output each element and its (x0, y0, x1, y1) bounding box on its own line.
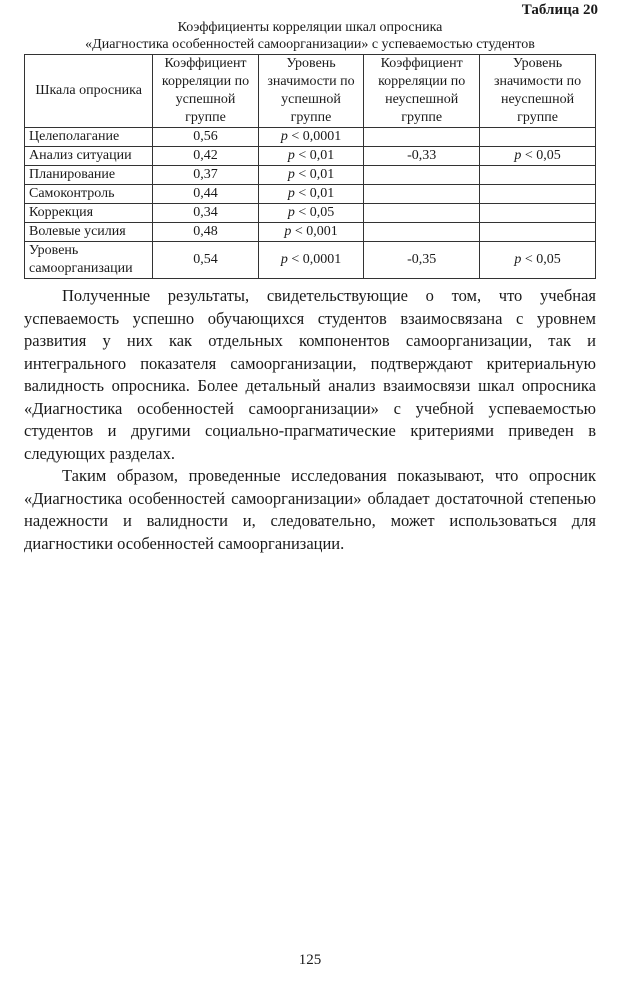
p-symbol: p (287, 148, 295, 163)
sig-value: < 0,05 (521, 252, 561, 267)
caption-line-2: «Диагностика особенностей самоорганизации» с успеваемостью студентов (85, 37, 535, 52)
table-row (25, 223, 596, 242)
cell-sig-success (258, 242, 364, 279)
p-symbol: p (280, 129, 288, 144)
sig-value: < 0,01 (294, 148, 335, 163)
sig-value: < 0,001 (291, 224, 338, 239)
cell-corr-fail (364, 204, 480, 223)
table-header-row (25, 55, 596, 128)
table-row (25, 185, 596, 204)
cell-sig-fail (480, 147, 596, 166)
header-sig-fail: Уровень значимости по неуспешной группе (480, 55, 596, 128)
cell-corr-success: 0,48 (153, 223, 259, 242)
sig-value: < 0,01 (294, 186, 335, 201)
paragraph: Полученные результаты, свидетельствующие о том, что учебная успеваемость успешно обучающихся студентов взаимосвязана с уровнем развития у них как отдельных компонентов самоорганизации, так и интегрального показателя самоорганизации, подтверждают критериальную валидность опросника. Более детальный анализ взаимосвязи шкал опросника «Диагностика особенностей самоорганизации» с учебной успеваемостью студентов и другими социально-прагматические критериями приведен в следующих разделах. (24, 286, 596, 463)
header-sig-success: Уровень значимости по успешной группе (258, 55, 364, 128)
cell-corr-fail: -0,33 (364, 147, 480, 166)
cell-scale: Самоконтроль (25, 185, 153, 204)
p-symbol: p (514, 252, 522, 267)
cell-scale: Планирование (25, 166, 153, 185)
cell-sig-fail (480, 242, 596, 279)
table-row (25, 128, 596, 147)
table-row (25, 166, 596, 185)
header-corr-fail: Коэффициент корреляции по неуспешной группе (364, 55, 480, 128)
cell-corr-success: 0,42 (153, 147, 259, 166)
caption-line-1: Коэффициенты корреляции шкал опросника (177, 20, 443, 35)
cell-scale: Волевые усилия (25, 223, 153, 242)
p-symbol: p (287, 205, 295, 220)
body-text (24, 285, 596, 555)
sig-value: < 0,0001 (287, 129, 342, 144)
cell-sig-fail (480, 128, 596, 147)
cell-sig-fail (480, 223, 596, 242)
sig-value: < 0,01 (294, 167, 335, 182)
table-row (25, 242, 596, 279)
cell-corr-fail (364, 128, 480, 147)
cell-sig-success (258, 185, 364, 204)
cell-corr-fail (364, 223, 480, 242)
header-corr-success: Коэффициент корреляции по успешной группе (153, 55, 259, 128)
p-symbol: p (514, 148, 522, 163)
table-label: Таблица 20 (521, 2, 598, 18)
cell-corr-fail: -0,35 (364, 242, 480, 279)
p-symbol: p (284, 224, 292, 239)
table-row (25, 204, 596, 223)
cell-scale: Уровень самоорганизации (25, 242, 153, 279)
cell-corr-fail (364, 166, 480, 185)
sig-value: < 0,05 (294, 205, 335, 220)
p-symbol: p (280, 252, 288, 267)
cell-corr-success: 0,56 (153, 128, 259, 147)
cell-scale: Анализ ситуации (25, 147, 153, 166)
p-symbol: p (287, 186, 295, 201)
cell-sig-success (258, 166, 364, 185)
cell-sig-success (258, 223, 364, 242)
cell-corr-fail (364, 185, 480, 204)
cell-corr-success: 0,34 (153, 204, 259, 223)
cell-scale: Целеполагание (25, 128, 153, 147)
cell-sig-fail (480, 185, 596, 204)
sig-value: < 0,05 (521, 148, 561, 163)
cell-corr-success: 0,44 (153, 185, 259, 204)
cell-sig-success (258, 204, 364, 223)
page-number: 125 (298, 952, 322, 968)
table-row (25, 147, 596, 166)
header-scale: Шкала опросника (25, 55, 153, 128)
cell-scale: Коррекция (25, 204, 153, 223)
cell-sig-fail (480, 166, 596, 185)
cell-sig-fail (480, 204, 596, 223)
p-symbol: p (287, 167, 295, 182)
paragraph: Таким образом, проведенные исследования показывают, что опросник «Диагностика особенностей самоорганизации» обладает достаточной степенью надежности и валидности и, следовательно, может использоваться для диагностики особенностей самоорганизации. (24, 466, 596, 553)
cell-corr-success: 0,37 (153, 166, 259, 185)
sig-value: < 0,0001 (287, 252, 342, 267)
cell-corr-success: 0,54 (153, 242, 259, 279)
cell-sig-success (258, 147, 364, 166)
correlation-table (24, 54, 596, 279)
cell-sig-success (258, 128, 364, 147)
table-caption (0, 19, 620, 53)
